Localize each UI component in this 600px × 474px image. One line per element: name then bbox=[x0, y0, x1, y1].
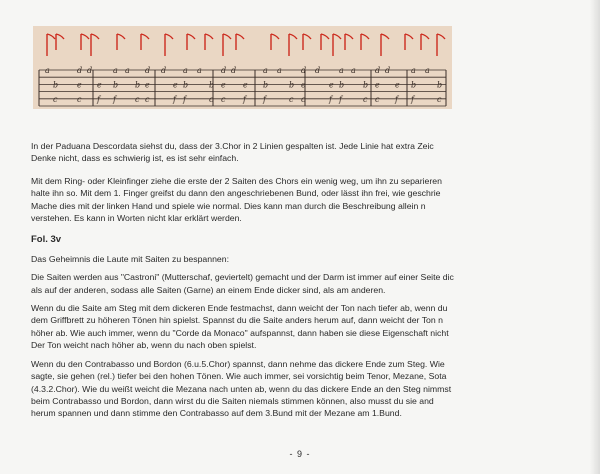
text-line: Mache dies mit der linken Hand und spiele wie normal. Dies kann man durch die Beschreibung allein n bbox=[31, 200, 426, 211]
rhythm-flag bbox=[81, 34, 89, 39]
fret-letter: e bbox=[221, 80, 226, 90]
rhythm-flags bbox=[47, 34, 445, 56]
rhythm-flag bbox=[56, 34, 64, 39]
rhythm-flag bbox=[187, 34, 195, 39]
rhythm-flag bbox=[91, 34, 99, 39]
fret-letter: e bbox=[243, 80, 248, 90]
fret-letter: f bbox=[243, 94, 246, 104]
paragraph-steg bbox=[31, 302, 596, 352]
paragraph-castroni bbox=[31, 271, 596, 296]
fret-letter: d bbox=[231, 66, 237, 75]
text-line: Wenn du den Contrabasso und Bordon (6.u.5.Chor) spannst, dann nehme das dickere Ende zum Steg. Wie bbox=[31, 358, 445, 369]
rhythm-flag bbox=[421, 34, 429, 39]
rhythm-flag bbox=[47, 34, 55, 39]
fret-letter: d bbox=[385, 66, 391, 75]
paragraph-ring-finger bbox=[31, 175, 596, 225]
rhythm-flag bbox=[289, 34, 297, 39]
paragraph-intro bbox=[31, 140, 596, 165]
text-line: Mit dem Ring- oder Kleinfinger ziehe die erste der 2 Saiten des Chors ein wenig weg, um ihn zu separieren bbox=[31, 175, 442, 186]
rhythm-flag bbox=[321, 34, 329, 39]
fret-letter: a bbox=[113, 66, 118, 75]
fret-letter: c bbox=[53, 94, 58, 104]
fret-letter: b bbox=[437, 80, 443, 90]
text-line: sagte, sie gehen (rel.) tiefer bei den hohen Tönen. Wie auch immer, sei vorsichtig beim Tenor, Mezane, Sota bbox=[31, 371, 447, 382]
rhythm-flag bbox=[345, 34, 353, 39]
fret-letter: c bbox=[375, 94, 380, 104]
text-line: beim Contrabasso und Bordon, dann wirst du die Saiten niemals stimmen können, also musst du sie and bbox=[31, 395, 434, 406]
fret-letter: d bbox=[87, 66, 93, 75]
fret-letter: a bbox=[277, 66, 282, 75]
fret-letters bbox=[45, 66, 442, 104]
fret-letter: d bbox=[301, 66, 307, 75]
fret-letter: b bbox=[363, 80, 369, 90]
text-line: dem Griffbrett zu höheren Tönen hin spielst. Spannst du die Saite anders herum auf, dann weicht der Ton n bbox=[31, 315, 443, 326]
fret-letter: b bbox=[135, 80, 141, 90]
fret-letter: a bbox=[197, 66, 202, 75]
rhythm-flag bbox=[117, 34, 125, 39]
fret-letter: b bbox=[53, 80, 59, 90]
text-line: Die Saiten werden aus "Castroni" (Mutterschaf, geviertelt) gemacht und der Darm ist immer auf einer Seite dic bbox=[31, 272, 454, 283]
text-line: als auf der anderen, sodass alle Saiten (Garne) an einem Ende dicker sind, als am anderen. bbox=[31, 284, 386, 295]
rhythm-flag bbox=[141, 34, 149, 39]
fret-letter: f bbox=[97, 94, 100, 104]
fret-letter: e bbox=[145, 80, 150, 90]
fret-letter: a bbox=[411, 66, 416, 75]
fret-letter: e bbox=[375, 80, 380, 90]
rhythm-flag bbox=[333, 34, 341, 39]
text-line: Wenn du die Saite am Steg mit dem dickeren Ende festmachst, dann weicht der Ton nach tiefer ab, wenn du bbox=[31, 303, 448, 314]
fret-letter: e bbox=[97, 80, 102, 90]
paragraph-contrabasso bbox=[31, 358, 596, 420]
rhythm-flag bbox=[361, 34, 369, 39]
rhythm-flag bbox=[381, 34, 389, 39]
rhythm-flag bbox=[223, 34, 231, 39]
fret-letter: f bbox=[329, 94, 332, 104]
fret-letter: f bbox=[263, 94, 266, 104]
text-line: In der Paduana Descordata siehst du, dass der 3.Chor in 2 Linien gespalten ist. Jede Linie hat extra Zeic bbox=[31, 141, 434, 151]
text-line: höher ab. Wie auch immer, wenn du "Corde da Monaco" aufspannst, dann haben sie diese Eigenschaft nicht bbox=[31, 327, 449, 338]
fret-letter: a bbox=[351, 66, 356, 75]
fret-letter: d bbox=[221, 66, 227, 75]
text-line: halte ihn so. Mit dem 1. Finger greifst du dann den angeschriebenen Bund, oder lässt ihn frei, wie geschrie bbox=[31, 188, 441, 199]
fret-letter: f bbox=[395, 94, 398, 104]
body-text bbox=[31, 140, 596, 420]
fret-letter: f bbox=[113, 94, 116, 104]
fret-letter: c bbox=[135, 94, 140, 104]
fret-letter: b bbox=[289, 80, 295, 90]
fret-letter: c bbox=[77, 94, 82, 104]
page-number: - 9 - bbox=[289, 449, 311, 459]
fret-letter: b bbox=[113, 80, 119, 90]
fret-letter: f bbox=[411, 94, 414, 104]
text-line: herum spannen und dann stimme den Contrabasso auf dem 3.Bund mit der Mezane am 1.Bund. bbox=[31, 408, 402, 419]
section-subtitle: Das Geheimnis die Laute mit Saiten zu bespannen: bbox=[31, 253, 230, 264]
fret-letter: d bbox=[145, 66, 151, 75]
rhythm-flag bbox=[271, 34, 279, 39]
rhythm-flag bbox=[405, 34, 413, 39]
fret-letter: b bbox=[209, 80, 215, 90]
fret-letter: a bbox=[339, 66, 344, 75]
rhythm-flag bbox=[303, 34, 311, 39]
fret-letter: a bbox=[125, 66, 130, 75]
rhythm-flag bbox=[165, 34, 173, 39]
fret-letter: c bbox=[437, 94, 442, 104]
tablature-scan bbox=[33, 26, 452, 109]
section-heading: Fol. 3v bbox=[31, 234, 62, 246]
tablature-svg bbox=[33, 26, 452, 109]
fret-letter: f bbox=[173, 94, 176, 104]
fret-letter: a bbox=[183, 66, 188, 75]
fret-letter: c bbox=[289, 94, 294, 104]
fret-letter: d bbox=[161, 66, 167, 75]
text-line: Denke nicht, dass es schwierig ist, es ist sehr einfach. bbox=[31, 153, 239, 164]
fret-letter: a bbox=[263, 66, 268, 75]
rhythm-flag bbox=[236, 34, 244, 39]
fret-letter: f bbox=[183, 94, 186, 104]
fret-letter: c bbox=[209, 94, 214, 104]
fret-letter: e bbox=[173, 80, 178, 90]
fret-letter: a bbox=[425, 66, 430, 75]
rhythm-flag bbox=[205, 34, 213, 39]
fret-letter: c bbox=[145, 94, 150, 104]
fret-letter: f bbox=[339, 94, 342, 104]
fret-letter: e bbox=[77, 80, 82, 90]
fret-letter: c bbox=[221, 94, 226, 104]
fret-letter: b bbox=[183, 80, 189, 90]
rhythm-flag bbox=[437, 34, 445, 39]
fret-letter: e bbox=[395, 80, 400, 90]
text-line: Der Ton weicht nach höher ab, wenn du nach oben spielst. bbox=[31, 340, 257, 351]
fret-letter: b bbox=[339, 80, 345, 90]
fret-letter: e bbox=[329, 80, 334, 90]
fret-letter: a bbox=[45, 66, 50, 75]
fret-letter: d bbox=[315, 66, 321, 75]
text-line: verstehen. Es kann in Worten nicht klar erklärt werden. bbox=[31, 213, 242, 224]
fret-letter: c bbox=[301, 94, 306, 104]
fret-letter: c bbox=[363, 94, 368, 104]
text-line: (4.3.2.Chor). Wie du weißt weicht die Mezana nach unten ab, wenn du das dickere Ende an den Steg nimmst bbox=[31, 383, 452, 394]
fret-letter: b bbox=[411, 80, 417, 90]
fret-letter: d bbox=[375, 66, 381, 75]
fret-letter: b bbox=[263, 80, 269, 90]
fret-letter: e bbox=[301, 80, 306, 90]
fret-letter: d bbox=[77, 66, 83, 75]
